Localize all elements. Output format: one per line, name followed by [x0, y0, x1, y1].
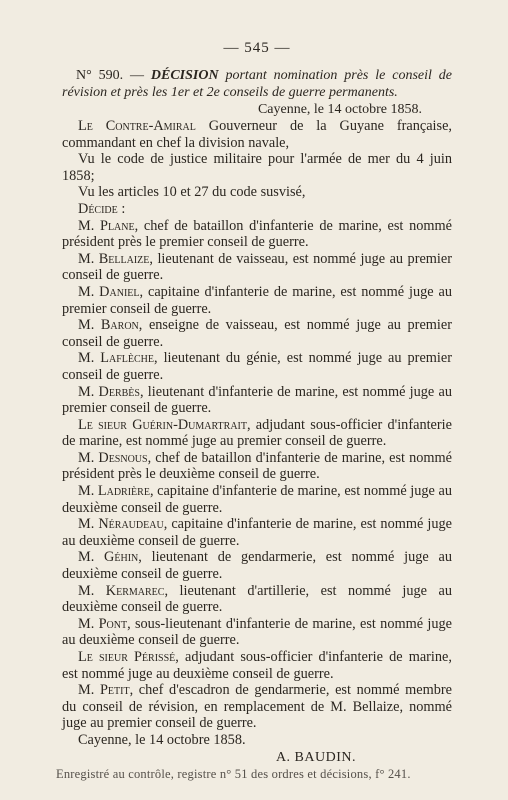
body-paragraph	[62, 616, 452, 649]
name-small-caps: M. Ladrière	[78, 483, 150, 500]
body-paragraph	[62, 732, 452, 749]
paragraph-text: , enseigne de vaisseau, est nommé juge au premier conseil de guerre.	[62, 317, 452, 350]
paragraph-text: , capitaine d'infanterie de marine, est nommé juge au deuxième conseil de guerre.	[62, 483, 452, 516]
body-paragraph	[62, 317, 452, 350]
decision-heading: N° 590. — DÉCISION portant nomination près le conseil de révision et près les 1er et 2e conseils de guerre permanents.	[62, 68, 453, 100]
paragraph-text: , sous-lieutenant d'infanterie de marine, est nommé juge au deuxième conseil de guerre.	[62, 615, 452, 649]
body-paragraph	[62, 450, 452, 483]
name-small-caps: M. Daniel	[78, 283, 140, 300]
paragraph-text: , capitaine d'infanterie de marine, est nommé juge au deuxième conseil de guerre.	[62, 516, 453, 549]
name-small-caps: M. Géhin	[78, 549, 139, 566]
paragraph-text: , capitaine d'infanterie de marine, est nommé juge au premier conseil de guerre.	[62, 283, 452, 317]
body-paragraph	[62, 483, 452, 516]
name-small-caps: M. Petit	[78, 682, 130, 699]
registration-note: Enregistré au contrôle, registre n° 51 des ordres et décisions, f° 241.	[56, 766, 411, 781]
name-small-caps: M. Derbès	[78, 383, 140, 400]
paragraph-text: , chef de bataillon d'infanterie de marine, est nommé président près le premier conseil de guerre.	[62, 217, 452, 251]
name-small-caps: M. Baron	[78, 317, 139, 334]
paragraph-text: Cayenne, le 14 octobre 1858.	[78, 731, 246, 748]
body-paragraph	[62, 549, 452, 582]
decision-body	[62, 118, 452, 749]
decision-subject: portant nomination près le conseil de révision et près les 1er et 2e conseils de guerre permanents.	[62, 68, 453, 100]
paragraph-text: Vu le code de justice militaire pour l'armée de mer du 4 juin 1858;	[62, 151, 452, 184]
paragraph-text: , chef d'escadron de gendarmerie, est nommé membre du conseil de révision, en remplacement de M. Bellaize, nommé juge au premier conseil de guerre.	[62, 682, 453, 732]
name-small-caps: M. Pont	[78, 615, 128, 632]
paragraph-text: , lieutenant de vaisseau, est nommé juge au premier conseil de guerre.	[62, 250, 452, 284]
name-small-caps: Le Contre-Amiral	[78, 118, 196, 134]
paragraph-text: , chef de bataillon d'infanterie de marine, est nommé président près le deuxième conseil de guerre.	[62, 449, 452, 483]
name-small-caps: Le sieur Périssé	[78, 649, 176, 665]
body-paragraph	[62, 251, 452, 284]
name-small-caps: M. Plane	[78, 217, 135, 234]
paragraph-text: , lieutenant d'infanterie de marine, est nommé juge au premier conseil de guerre.	[62, 383, 453, 417]
body-paragraph	[62, 417, 452, 450]
body-paragraph	[62, 384, 452, 417]
paragraph-text: , adjudant sous-officier d'infanterie de marine, est nommé juge au deuxième conseil de guerre.	[62, 649, 452, 682]
paragraph-text: , lieutenant de gendarmerie, est nommé juge au deuxième conseil de guerre.	[62, 549, 452, 583]
paragraph-text: Vu les articles 10 et 27 du code susvisé,	[78, 184, 306, 201]
body-paragraph	[62, 201, 452, 218]
decision-title: DÉCISION	[150, 68, 219, 83]
body-paragraph	[62, 151, 452, 184]
decision-number: N° 590.	[76, 68, 124, 83]
paragraph-text: , lieutenant du génie, est nommé juge au premier conseil de guerre.	[62, 350, 452, 383]
page-number: — 545 —	[223, 40, 291, 56]
dateline: Cayenne, le 14 octobre 1858.	[257, 102, 422, 117]
name-small-caps: M. Kermarec	[78, 582, 165, 599]
body-paragraph	[62, 682, 452, 732]
paragraph-text: , lieutenant d'artillerie, est nommé juge au deuxième conseil de guerre.	[62, 582, 452, 616]
name-small-caps: M. Bellaize	[78, 250, 150, 267]
paragraph-text: , adjudant sous-officier d'infanterie de marine, est nommé juge au premier conseil de guerre.	[62, 416, 452, 450]
body-paragraph	[62, 118, 452, 151]
name-small-caps: M. Néraudeau	[78, 516, 164, 533]
body-paragraph	[62, 218, 452, 251]
body-paragraph	[62, 284, 452, 317]
signature: A. BAUDIN.	[275, 749, 356, 765]
name-small-caps: Le sieur Guérin-Dumartrait	[78, 416, 247, 433]
body-paragraph	[62, 350, 452, 383]
body-paragraph	[62, 649, 452, 682]
name-small-caps: M. Desnous	[78, 449, 148, 466]
body-paragraph	[62, 516, 452, 549]
name-small-caps: Décide :	[78, 200, 126, 217]
paragraph-text: Gouverneur de la Guyane française, commandant en chef la division navale,	[62, 118, 453, 151]
name-small-caps: M. Laflèche	[78, 350, 155, 367]
body-paragraph	[62, 184, 452, 201]
body-paragraph	[62, 583, 452, 616]
